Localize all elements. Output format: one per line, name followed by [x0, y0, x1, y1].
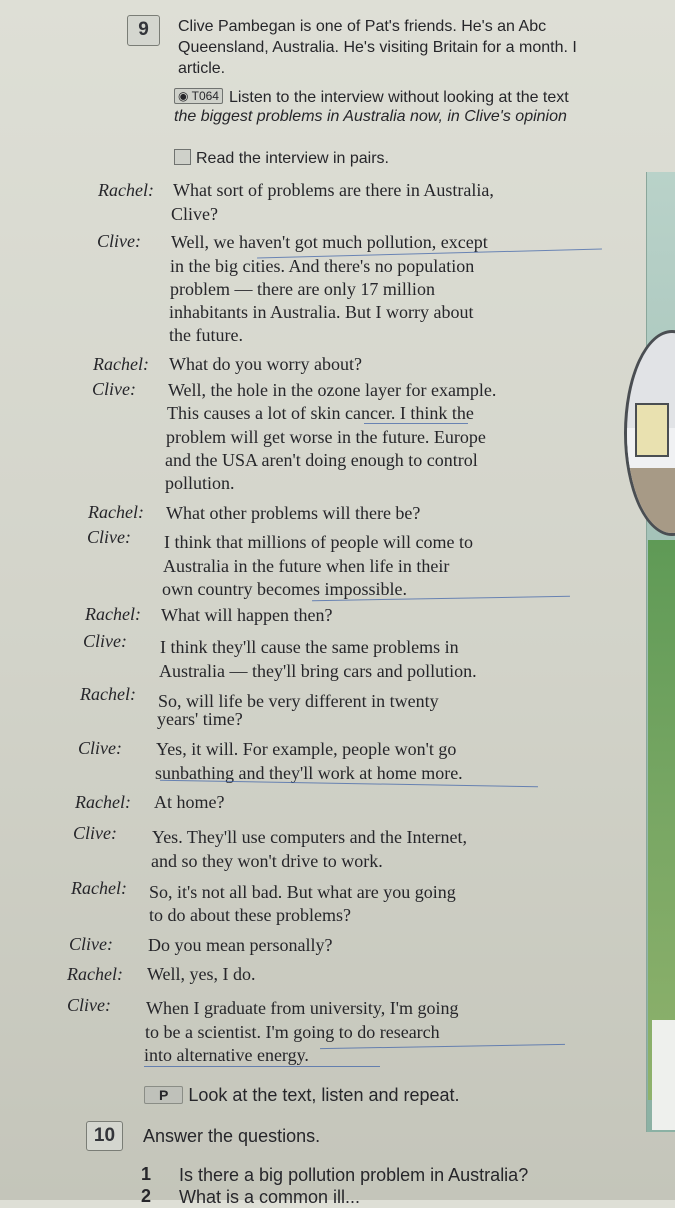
- dialogue-line: to do about these problems?: [149, 905, 351, 925]
- audio-instruction-line: the biggest problems in Australia now, in Clive's opinion: [174, 108, 567, 125]
- bus-icon: [635, 403, 669, 457]
- dialogue-line: Clive?: [171, 204, 218, 224]
- dialogue-line: Australia in the future when life in their: [163, 556, 450, 576]
- speaker-label: Rachel:: [67, 964, 123, 984]
- exercise-number: 10: [86, 1121, 123, 1151]
- pronunciation-badge: P: [144, 1086, 183, 1104]
- dialogue-line: Well, the hole in the ozone layer for example.: [168, 380, 497, 400]
- dialogue-line: Do you mean personally?: [148, 935, 333, 955]
- dialogue-line: So, it's not all bad. But what are you going: [149, 882, 456, 902]
- speaker-label: Clive:: [67, 995, 111, 1015]
- intro-line: Queensland, Australia. He's visiting Britain for a month. I: [178, 39, 577, 56]
- dialogue-line: Yes. They'll use computers and the Internet,: [152, 827, 468, 847]
- intro-line: Clive Pambegan is one of Pat's friends. He's an Abc: [178, 18, 547, 35]
- speaker-label: Clive:: [97, 231, 141, 251]
- speaker-label: Rachel:: [75, 792, 131, 812]
- margin-illustration-sign: [652, 1020, 675, 1130]
- dialogue-line: own country becomes impossible.: [162, 579, 407, 599]
- exercise-number: 9: [127, 15, 160, 46]
- dialogue-line: Well, yes, I do.: [147, 964, 256, 984]
- margin-illustration-grass: [648, 540, 675, 1100]
- question-number: 1: [141, 1164, 152, 1184]
- dialogue-line: to be a scientist. I'm going to do research: [145, 1022, 440, 1042]
- exercise-instruction: Answer the questions.: [143, 1126, 321, 1146]
- dialogue-line: pollution.: [165, 473, 235, 493]
- pen-underline: [144, 1066, 380, 1067]
- pen-underline: [364, 423, 468, 424]
- pen-underline: [320, 1044, 565, 1049]
- dialogue-line: What do you worry about?: [169, 354, 362, 374]
- question-text: What is a common ill...: [179, 1187, 361, 1207]
- margin-illustration-oval: [624, 330, 675, 536]
- speaker-label: Rachel:: [71, 878, 127, 898]
- dialogue-line: and the USA aren't doing enough to control: [165, 450, 478, 470]
- dialogue-line: Well, we haven't got much pollution, except: [171, 232, 488, 252]
- speaker-label: Rachel:: [85, 604, 141, 624]
- dialogue-line: Yes, it will. For example, people won't go: [156, 739, 457, 759]
- dialogue-line: Australia — they'll bring cars and pollution.: [159, 661, 477, 681]
- dialogue-line: the future.: [169, 325, 243, 345]
- dialogue-line: years' time?: [157, 709, 243, 729]
- speaker-label: Rachel:: [98, 180, 154, 200]
- speaker-label: Clive:: [78, 738, 122, 758]
- dialogue-line: into alternative energy.: [144, 1045, 309, 1065]
- dialogue-line: sunbathing and they'll work at home more.: [155, 763, 463, 783]
- speaker-label: Rachel:: [88, 502, 144, 522]
- speaker-label: Rachel:: [93, 354, 149, 374]
- pairs-icon: [174, 149, 191, 165]
- dialogue-line: and so they won't drive to work.: [151, 851, 383, 871]
- question-text: Is there a big pollution problem in Australia?: [179, 1165, 529, 1185]
- speaker-label: Clive:: [92, 379, 136, 399]
- dialogue-line: problem — there are only 17 million: [170, 279, 435, 299]
- dialogue-line: in the big cities. And there's no population: [170, 256, 475, 276]
- pronunciation-instruction: P Look at the text, listen and repeat.: [144, 1085, 460, 1106]
- dialogue-line: At home?: [154, 792, 225, 812]
- audio-instruction: ◉ T064 Listen to the interview without looking at the text: [174, 88, 569, 107]
- dialogue-line: What sort of problems are there in Australia,: [173, 180, 494, 200]
- dialogue-line: What other problems will there be?: [166, 503, 421, 523]
- intro-line: article.: [178, 60, 226, 77]
- dialogue-line: I think they'll cause the same problems in: [160, 637, 459, 657]
- speaker-label: Clive:: [73, 823, 117, 843]
- dialogue-line: What will happen then?: [161, 605, 333, 625]
- dialogue-line: inhabitants in Australia. But I worry about: [169, 302, 474, 322]
- speaker-label: Clive:: [69, 934, 113, 954]
- dialogue-line: So, will life be very different in twenty: [158, 691, 439, 711]
- audio-track-badge[interactable]: ◉ T064: [174, 88, 223, 104]
- speaker-label: Rachel:: [80, 684, 136, 704]
- read-instruction: Read the interview in pairs.: [174, 149, 389, 168]
- speaker-label: Clive:: [87, 527, 131, 547]
- dialogue-line: This causes a lot of skin cancer. I think the: [167, 403, 474, 423]
- dialogue-line: When I graduate from university, I'm going: [146, 998, 459, 1018]
- speaker-label: Clive:: [83, 631, 127, 651]
- disc-icon: ◉: [178, 89, 189, 103]
- dialogue-line: problem will get worse in the future. Europe: [166, 427, 486, 447]
- question-number: 2: [141, 1186, 152, 1206]
- dialogue-line: I think that millions of people will come to: [164, 532, 473, 552]
